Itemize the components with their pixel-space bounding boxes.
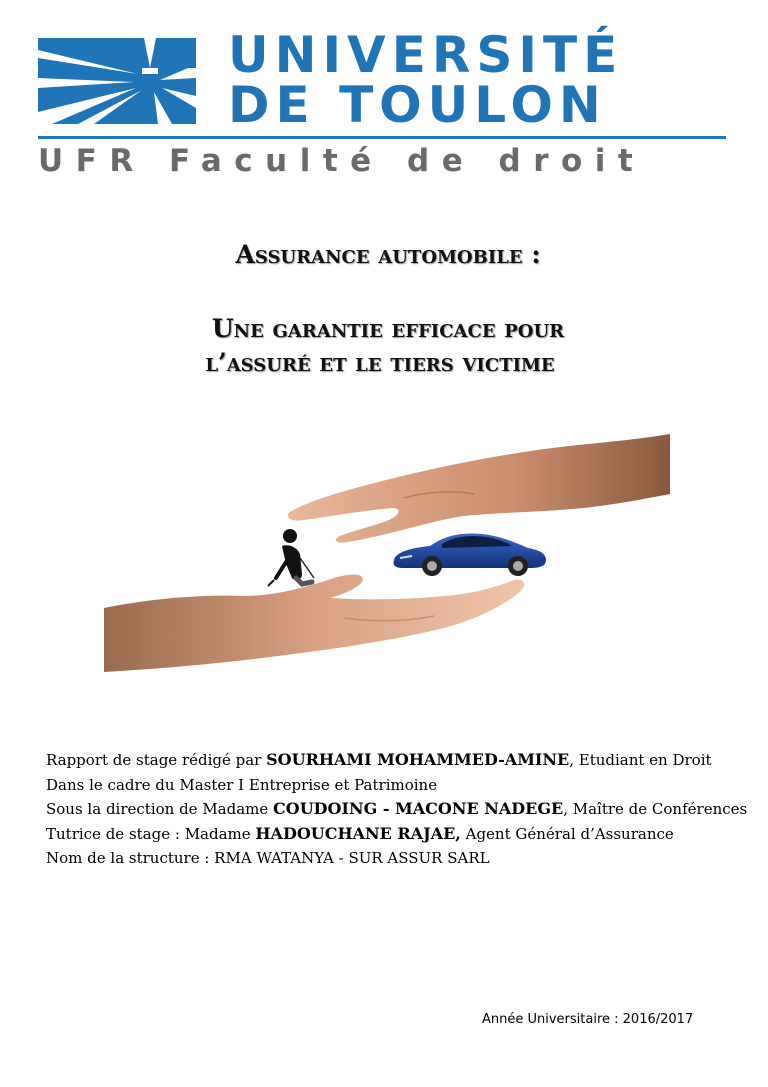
logo-divider xyxy=(38,136,726,139)
cover-illustration xyxy=(104,428,670,672)
tutor-name: HADOUCHANE RAJAE, xyxy=(255,823,461,843)
logo-emblem-icon xyxy=(38,38,196,124)
university-logo xyxy=(38,28,726,188)
pedestrian-icon xyxy=(268,529,314,586)
document-subtitle-line1: Une garantie efficace pour xyxy=(211,314,565,343)
document-subtitle-line2: l’assuré et le tiers victime xyxy=(205,348,555,377)
info-line-structure: Nom de la structure : RMA WATANYA - SUR ASSUR SARL xyxy=(46,849,490,867)
info-line-master: Dans le cadre du Master I Entreprise et Patrimoine xyxy=(46,775,438,794)
logo-university-text: UNIVERSITÉ xyxy=(228,26,624,84)
car-icon xyxy=(393,534,546,577)
logo-toulon-text: DE TOULON xyxy=(228,76,607,134)
director-name: COUDOING - MACONE NADEGE xyxy=(273,799,564,818)
hands-icon xyxy=(104,434,670,672)
document-title: Assurance automobile : xyxy=(235,240,541,269)
faculty-subtitle: UFR Faculté de droit xyxy=(38,143,646,179)
author-name: SOURHAMI MOHAMMED-AMINE xyxy=(266,750,570,769)
info-line-director: Sous la direction de Madame COUDOING - MACONE NADEGE, Maître de Conférences xyxy=(46,799,748,818)
academic-year: Année Universitaire : 2016/2017 xyxy=(482,1012,694,1027)
info-line-tutor: Tutrice de stage : Madame HADOUCHANE RAJAE, Agent Général d’Assurance xyxy=(46,823,674,843)
info-line-author: Rapport de stage rédigé par SOURHAMI MOHAMMED-AMINE, Etudiant en Droit xyxy=(46,750,712,769)
report-info xyxy=(46,748,746,871)
